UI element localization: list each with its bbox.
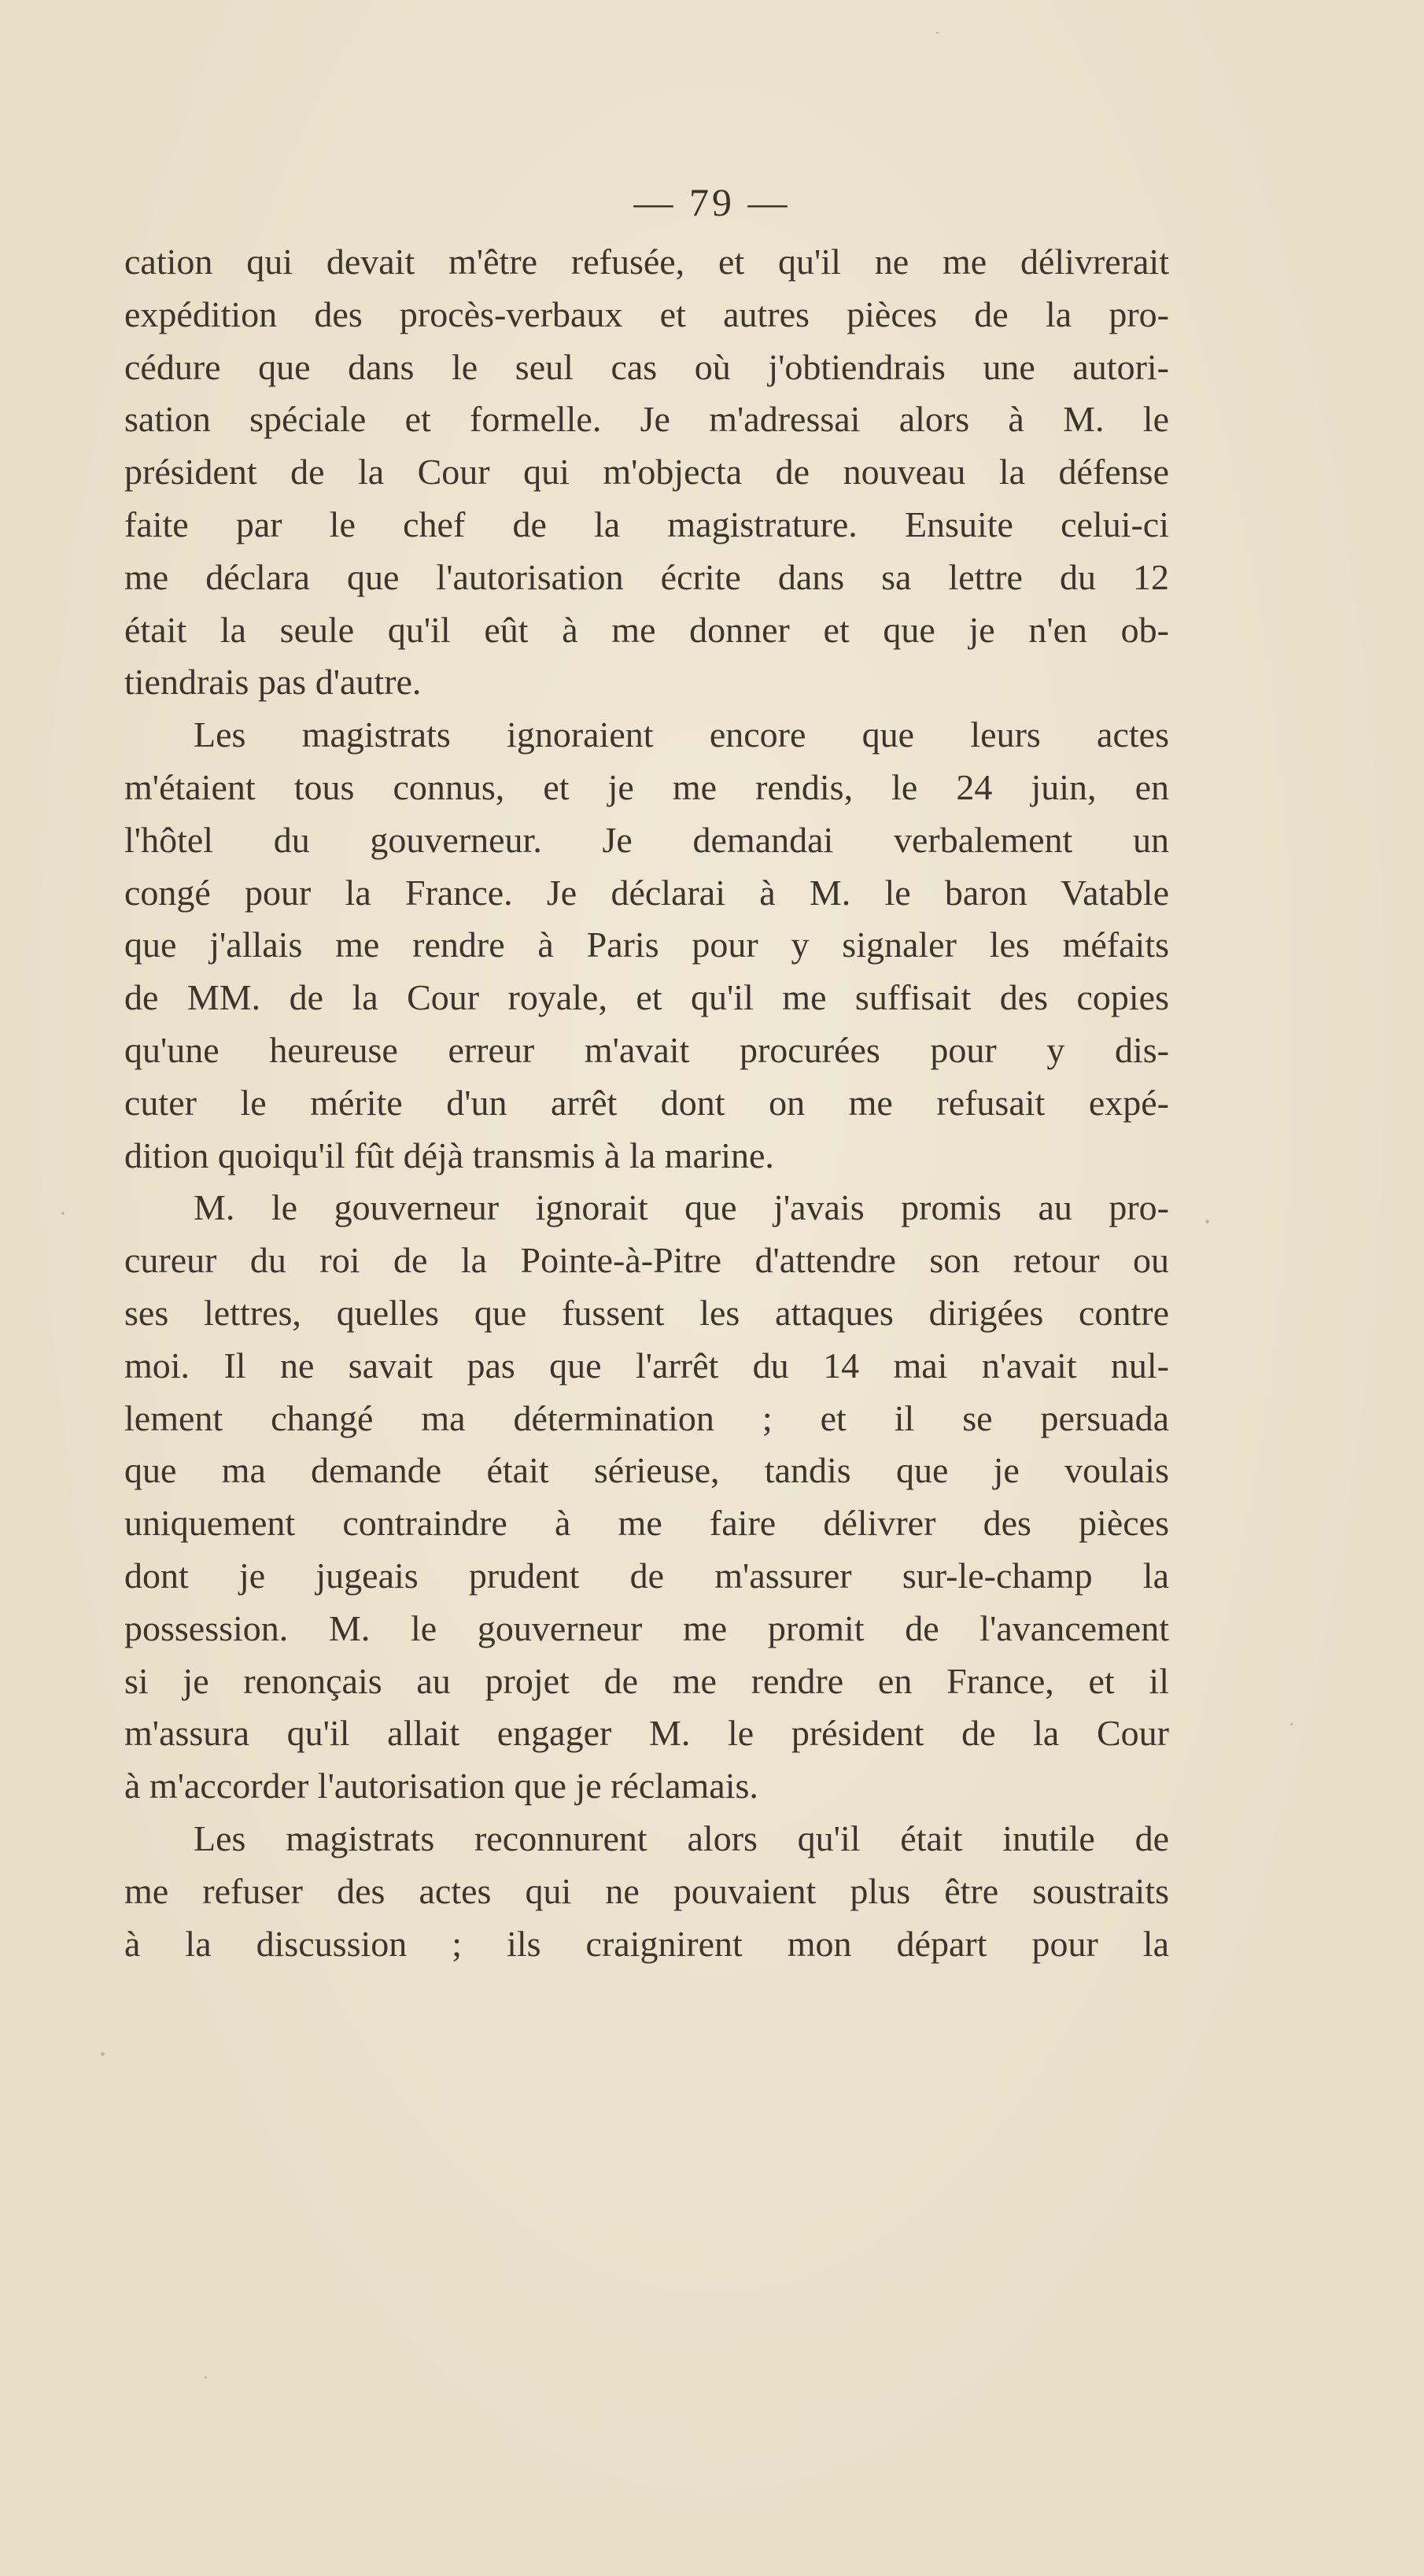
paper-speck	[101, 2052, 105, 2056]
text-line: M. le gouverneur ignorait que j'avais promis au pro-	[194, 1187, 1169, 1228]
text-line: président de la Cour qui m'objecta de nouveau la défense	[124, 452, 1169, 493]
paper-speck	[205, 2376, 207, 2379]
text-line: cation qui devait m'être refusée, et qu'il ne me délivrerait	[124, 242, 1169, 282]
paper-speck	[936, 31, 939, 34]
text-line: m'assura qu'il allait engager M. le président de la Cour	[124, 1713, 1169, 1754]
paper-speck	[1290, 1723, 1293, 1725]
text-line: Les magistrats reconnurent alors qu'il était inutile de	[194, 1818, 1169, 1858]
text-line: cureur du roi de la Pointe-à-Pitre d'attendre son retour ou	[124, 1240, 1169, 1281]
text-line: lement changé ma détermination ; et il se persuada	[124, 1397, 1169, 1438]
text-line: dition quoiqu'il fût déjà transmis à la marine.	[124, 1135, 774, 1175]
text-line: tiendrais pas d'autre.	[124, 662, 422, 703]
paper-speck	[61, 1212, 65, 1215]
text-line: me refuser des actes qui ne pouvaient plus être soustraits	[124, 1870, 1169, 1911]
text-line: congé pour la France. Je déclarai à M. le baron Vatable	[124, 872, 1169, 913]
text-line: que ma demande était sérieuse, tandis que je voulais	[124, 1450, 1169, 1491]
text-line: qu'une heureuse erreur m'avait procurées pour y dis-	[124, 1029, 1169, 1070]
text-line: de MM. de la Cour royale, et qu'il me suffisait des copies	[124, 977, 1169, 1018]
text-line: ses lettres, quelles que fussent les attaques dirigées contre	[124, 1292, 1169, 1333]
text-line: l'hôtel du gouverneur. Je demandai verbalement un	[124, 819, 1169, 860]
text-line: m'étaient tous connus, et je me rendis, le 24 juin, en	[124, 766, 1169, 807]
text-line: possession. M. le gouverneur me promit de l'avancement	[124, 1607, 1169, 1648]
text-line: à la discussion ; ils craignirent mon départ pour la	[124, 1923, 1169, 1964]
text-line: dont je jugeais prudent de m'assurer sur-le-champ la	[124, 1555, 1169, 1596]
text-line: était la seule qu'il eût à me donner et que je n'en ob-	[124, 609, 1169, 650]
text-line: que j'allais me rendre à Paris pour y signaler les méfaits	[124, 924, 1169, 965]
text-line: me déclara que l'autorisation écrite dans sa lettre du 12	[124, 556, 1169, 597]
text-line: uniquement contraindre à me faire délivrer des pièces	[124, 1503, 1169, 1544]
text-line: expédition des procès-verbaux et autres pièces de la pro-	[124, 293, 1169, 334]
body-text	[124, 236, 1169, 1970]
text-line: cédure que dans le seul cas où j'obtiendrais une autori-	[124, 346, 1169, 387]
paper-speck	[1205, 1220, 1209, 1223]
page-number: — 79 —	[633, 180, 791, 224]
text-line: sation spéciale et formelle. Je m'adressai alors à M. le	[124, 399, 1169, 440]
text-line: si je renonçais au projet de me rendre en France, et il	[124, 1660, 1169, 1701]
text-line: Les magistrats ignoraient encore que leurs actes	[194, 714, 1169, 755]
text-line: moi. Il ne savait pas que l'arrêt du 14 mai n'avait nul-	[124, 1345, 1169, 1386]
text-line: cuter le mérite d'un arrêt dont on me refusait expé-	[124, 1082, 1169, 1123]
text-line: à m'accorder l'autorisation que je réclamais.	[124, 1766, 758, 1807]
text-line: faite par le chef de la magistrature. Ensuite celui-ci	[124, 504, 1169, 544]
